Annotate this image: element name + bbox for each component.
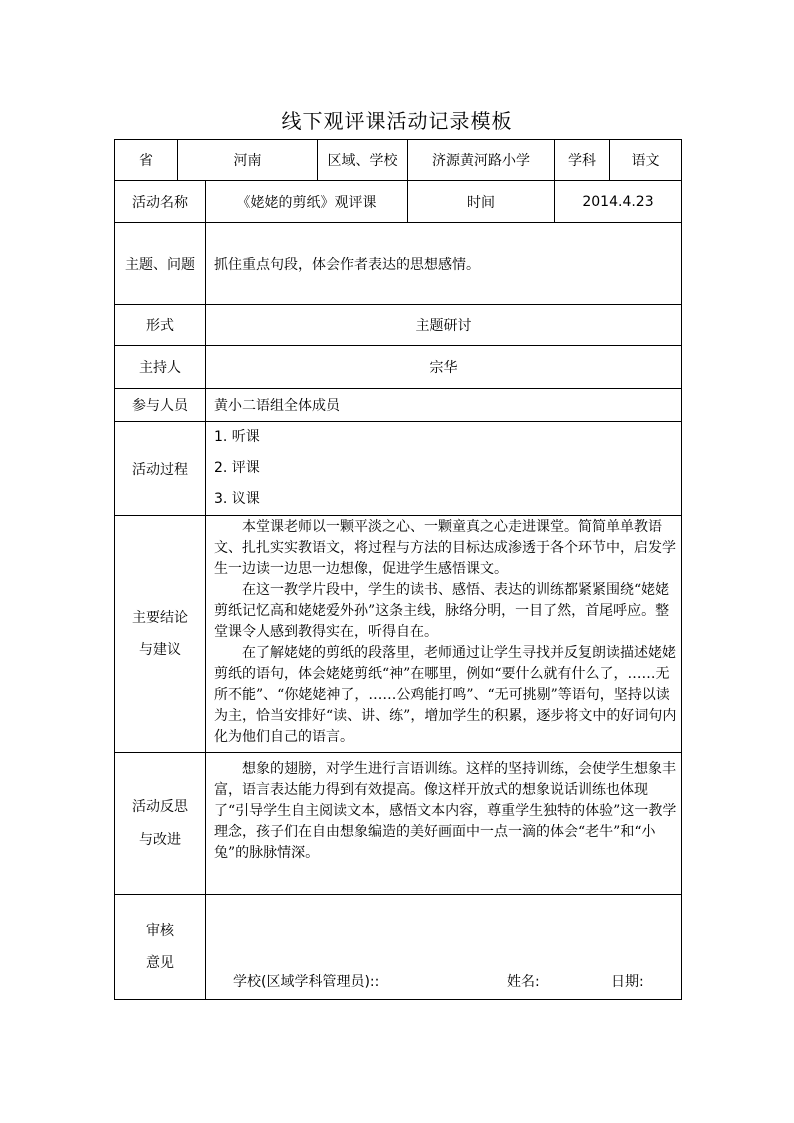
- process-item-1: 1. 听课: [214, 429, 260, 445]
- record-form-table: [114, 139, 682, 1000]
- province-value: 河南: [178, 140, 318, 181]
- participants-value: 黄小二语组全体成员: [206, 389, 682, 422]
- row-review: [115, 895, 682, 1000]
- review-date-label: 日期:: [611, 974, 644, 990]
- conclusion-paragraph-1: 本堂课老师以一颗平淡之心、一颗童真之心走进课堂。简简单单教语文、扎扎实实教语文，将过程与方法的目标达成渗透于各个环节中，启发学生一边读一边思一边想像，促进学生感悟课文。: [214, 519, 676, 577]
- conclusion-label-line1: 主要结论: [132, 609, 188, 626]
- conclusion-label-line2: 与建议: [139, 642, 181, 658]
- reflection-label: [115, 753, 206, 895]
- row-conclusion: [115, 516, 682, 753]
- school-admin-label: 学校(区域学科管理员)::: [233, 974, 380, 990]
- row-host: [115, 346, 682, 389]
- review-label-line2: 意见: [146, 955, 174, 971]
- reflection-paragraph-1: 想象的翅膀，对学生进行言语训练。这样的坚持训练，会使学生想象丰富，语言表达能力得到有效提高。像这样开放式的想象说话训练也体现了“引导学生自主阅读文本，感悟文本内容，尊重学生独特的体验”这一教学理念，孩子们在自由想象编造的美好画面中一点一滴的体会“老牛”和“小兔”的脉脉情深。: [214, 761, 677, 861]
- region-label: 区域、学校: [318, 140, 408, 181]
- conclusion-paragraph-2: 在这一教学片段中，学生的读书、感悟、表达的训练都紧紧围绕“姥姥剪纸记忆高和姥姥爱外孙”这条主线，脉络分明，一目了然，首尾呼应。整堂课令人感到教得实在，听得自在。: [214, 582, 670, 640]
- conclusion-label: [115, 516, 206, 753]
- document-title: 线下观评课活动记录模板: [281, 109, 513, 133]
- activity-name-label: 活动名称: [115, 181, 206, 223]
- row-theme: [115, 223, 682, 305]
- subject-value: 语文: [610, 140, 682, 181]
- row-location: [115, 140, 682, 181]
- process-label: 活动过程: [115, 422, 206, 516]
- host-label: 主持人: [115, 346, 206, 389]
- participants-label: 参与人员: [115, 389, 206, 422]
- process-item-3: 3. 议课: [214, 491, 260, 507]
- time-label: 时间: [408, 181, 555, 223]
- reflection-content: [206, 753, 682, 895]
- form-label: 形式: [115, 305, 206, 346]
- province-label: 省: [115, 140, 178, 181]
- subject-label: 学科: [555, 140, 610, 181]
- review-label: [115, 895, 206, 1000]
- conclusion-paragraph-3: 在了解姥姥的剪纸的段落里，老师通过让学生寻找并反复朗读描述姥姥剪纸的语句，体会姥姥剪纸“神”在哪里，例如“要什么就有什么了，……无所不能”、“你姥姥神了，……公鸡能打鸣”、“无可挑剔”等语句，坚持以读为主，恰当安排好“读、讲、练”，增加学生的积累，逐步将文中的好词句内化为他们自己的语言。: [214, 645, 677, 745]
- row-reflection: [115, 753, 682, 895]
- row-participants: [115, 389, 682, 422]
- row-process: [115, 422, 682, 516]
- reflection-label-line1: 活动反思: [132, 799, 188, 816]
- row-activity: [115, 181, 682, 223]
- time-value: 2014.4.23: [555, 181, 682, 223]
- row-form: [115, 305, 682, 346]
- theme-value: 抓住重点句段，体会作者表达的思想感情。: [206, 223, 682, 305]
- host-value: 宗华: [206, 346, 682, 389]
- theme-label: 主题、问题: [115, 223, 206, 305]
- process-item-2: 2. 评课: [214, 460, 260, 476]
- reflection-label-line2: 与改进: [139, 831, 181, 848]
- activity-name-value: 《姥姥的剪纸》观评课: [206, 181, 408, 223]
- region-value: 济源黄河路小学: [408, 140, 555, 181]
- reviewer-name-label: 姓名:: [507, 974, 540, 990]
- review-label-line1: 审核: [146, 922, 174, 939]
- conclusion-content: [206, 516, 682, 753]
- review-signature-area: [206, 895, 682, 1000]
- process-list: [206, 422, 682, 516]
- form-value: 主题研讨: [206, 305, 682, 346]
